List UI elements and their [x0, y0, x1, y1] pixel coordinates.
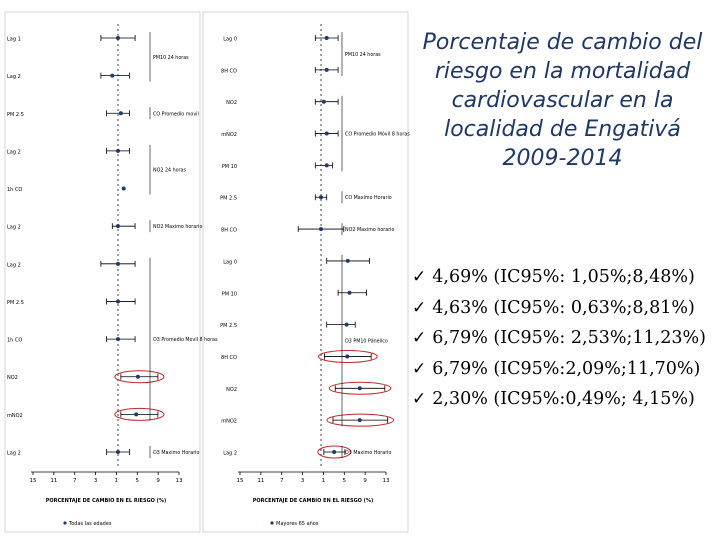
estimate-point	[345, 323, 349, 327]
x-tick-label: 15	[236, 478, 244, 484]
group-label: NO2 24 horas	[153, 168, 186, 174]
group-label: PM10 24 horas	[153, 55, 189, 61]
forest-plot-panel	[5, 12, 218, 532]
row-label: 8H CO	[221, 227, 237, 234]
row-label: 1h CO	[7, 337, 23, 344]
estimate-point	[346, 259, 350, 263]
group-label: PM10 24 horas	[345, 52, 381, 58]
checkmark-icon: ✓	[412, 267, 427, 287]
estimate-point	[358, 386, 362, 390]
row-label: Lag 1	[7, 36, 21, 43]
group-label: CO Maximo Horario	[345, 196, 392, 202]
x-tick-label: 13	[175, 478, 183, 484]
estimate-point	[325, 163, 329, 167]
row-label: NO2	[226, 100, 237, 107]
x-tick-label: 1	[114, 478, 119, 484]
estimate-point	[325, 132, 329, 136]
x-tick-label: 11	[257, 478, 265, 484]
estimate-point	[122, 187, 126, 191]
x-tick-label: 9	[363, 478, 367, 484]
row-label: NO2	[7, 375, 18, 382]
estimate-point	[116, 149, 120, 153]
result-item	[412, 384, 717, 415]
row-label: Lag 2	[7, 74, 21, 81]
estimate-point	[119, 111, 123, 115]
x-tick-label: 5	[342, 478, 347, 484]
result-item	[412, 354, 717, 385]
checkmark-icon: ✓	[412, 328, 427, 348]
x-tick-label: 9	[156, 478, 160, 484]
slide-title-box	[410, 18, 715, 268]
x-tick-label: 7	[279, 478, 284, 484]
estimate-point	[319, 195, 323, 199]
group-label: O3 Maximo Horario	[153, 451, 200, 456]
row-label: Lag 2	[7, 149, 21, 156]
group-label: NO2 Maximo horario	[345, 228, 395, 234]
estimate-point	[322, 100, 326, 104]
row-label: NO2	[226, 386, 237, 393]
x-tick-label: 3	[93, 478, 98, 484]
group-label: CO Promedio Móvil 8 horas	[345, 132, 410, 138]
row-label: Lag 2	[223, 450, 237, 457]
row-label: 8H CO	[221, 68, 237, 75]
row-label: Lag 0	[223, 36, 237, 43]
legend-marker	[270, 521, 273, 524]
estimate-point	[325, 36, 329, 40]
row-label: mNO2	[221, 132, 237, 139]
row-label: mNO2	[7, 412, 23, 419]
estimate-point	[136, 375, 140, 379]
row-label: Lag 2	[7, 224, 21, 231]
row-label: Lag 0	[223, 259, 237, 266]
estimate-point	[116, 262, 120, 266]
checkmark-icon: ✓	[412, 297, 427, 318]
row-label: PM 2.5	[220, 195, 237, 202]
x-tick-label: 7	[72, 478, 77, 484]
estimate-point	[116, 337, 120, 341]
result-item	[412, 293, 717, 324]
estimate-point	[345, 354, 349, 358]
legend-marker	[63, 521, 66, 524]
result-text: 4,63% (IC95%: 0,63%;8,81%)	[432, 297, 695, 318]
results-list	[412, 262, 717, 415]
group-label: O3 Maximo Horario	[345, 451, 392, 456]
row-label: 8H CO	[221, 354, 237, 361]
x-tick-label: 1	[321, 478, 326, 484]
result-item	[412, 262, 717, 293]
estimate-point	[116, 299, 120, 303]
estimate-point	[116, 224, 120, 228]
estimate-point	[348, 291, 352, 295]
checkmark-icon: ✓	[412, 358, 427, 379]
estimate-point	[319, 227, 323, 231]
x-tick-label: 13	[382, 478, 390, 484]
x-tick-label: 3	[300, 478, 305, 484]
legend-label: Todas las edades	[69, 521, 112, 527]
row-label: Lag 2	[7, 450, 21, 457]
forest-plot-panel	[203, 12, 410, 532]
x-tick-label: 11	[50, 478, 58, 484]
group-label: NO2 Maximo horario	[153, 225, 203, 231]
result-text: 4,69% (IC95%: 1,05%;8,48%)	[432, 267, 695, 287]
legend-label: Mayores 65 años	[276, 521, 319, 527]
group-label: O3 Promedio Movil 8 horas	[153, 338, 218, 344]
result-text: 6,79% (IC95%: 2,53%;11,23%)	[432, 328, 706, 348]
x-tick-label: 5	[135, 478, 140, 484]
result-item	[412, 323, 717, 354]
estimate-point	[325, 68, 329, 72]
x-axis-label: PORCENTAJE DE CAMBIO EN EL RIESGO (%)	[45, 498, 167, 504]
row-label: 1h CO	[7, 187, 23, 194]
estimate-point	[134, 412, 138, 416]
row-label: PM 2.5	[220, 323, 237, 330]
group-label: O3 PM10 Pánelico	[345, 339, 388, 345]
row-label: PM 10	[221, 163, 237, 170]
checkmark-icon: ✓	[412, 389, 427, 409]
row-label: mNO2	[221, 418, 237, 425]
result-text: 2,30% (IC95%:0,49%; 4,15%)	[432, 389, 695, 409]
slide-title: Porcentaje de cambio del riesgo en la mortalidad cardiovascular en la localidad de Engativá 2009-2014	[422, 30, 703, 171]
result-text: 6,79% (IC95%:2,09%;11,70%)	[432, 358, 701, 379]
row-label: PM 2.5	[7, 299, 24, 306]
row-label: PM 10	[221, 291, 237, 298]
x-axis-label: PORCENTAJE DE CAMBIO EN EL RIESGO (%)	[252, 498, 374, 504]
estimate-point	[332, 450, 336, 454]
x-tick-label: 15	[29, 478, 37, 484]
estimate-point	[116, 36, 120, 40]
estimate-point	[358, 418, 362, 422]
estimate-point	[110, 74, 114, 78]
group-label: CO Promedio movil	[153, 112, 199, 118]
row-label: Lag 2	[7, 262, 21, 269]
row-label: PM 2.5	[7, 111, 24, 118]
estimate-point	[116, 450, 120, 454]
